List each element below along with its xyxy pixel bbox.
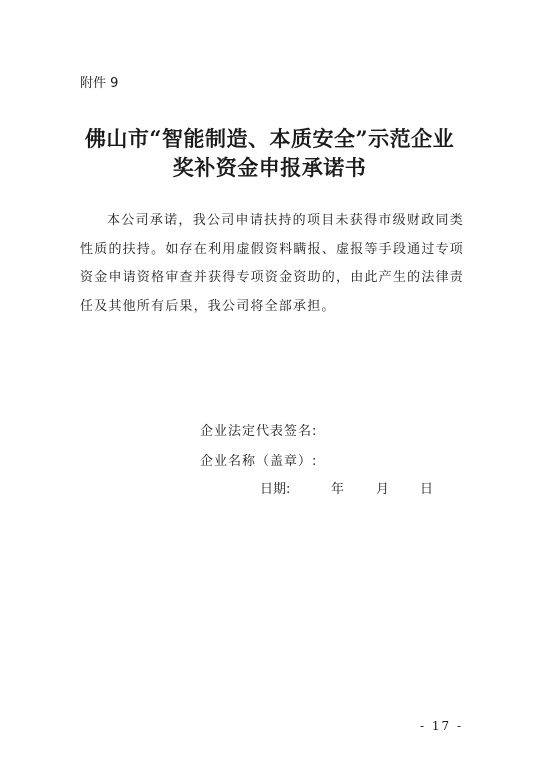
commitment-paragraph: 本公司承诺，我公司申请扶持的项目未获得市级财政同类性质的扶持。如存在利用虚假资料瞒报、虚报等手段通过专项资金申请资格审查并获得专项资金资助的，由此产生的法律责任及其他所有后果，我公司将全部承担。 [80,213,464,314]
document-title-line-1: 佛山市“智能制造、本质安全”示范企业 [84,126,455,151]
date-year-label: 年 [331,482,345,497]
legal-representative-signature-label: 企业法定代表签名: [200,424,318,439]
attachment-label: 附件 9 [80,76,119,91]
page-number: - 17 - [420,719,464,733]
document-title-line-2: 奖补资金申报承诺书 [172,155,367,180]
date-day-label: 日 [420,482,434,497]
date-label: 日期: [260,482,291,497]
date-month-label: 月 [376,482,390,497]
company-name-seal-label: 企业名称（盖章）: [200,454,318,469]
